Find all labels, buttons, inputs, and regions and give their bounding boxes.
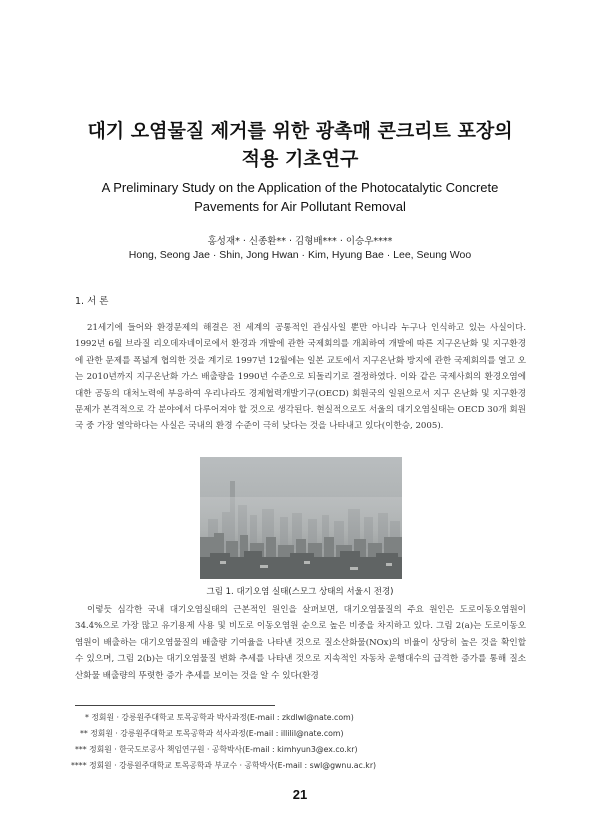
title-korean [0, 117, 600, 173]
footnote-1: * 정회원 · 강릉원주대학교 토목공학과 박사과정(E-mail : zkdlwl@nate.com) [85, 713, 354, 722]
title-korean-line1: 대기 오염물질 제거를 위한 광촉매 콘크리트 포장의 [87, 120, 513, 142]
body-paragraph-1: 21세기에 들어와 환경문제의 해결은 전 세계의 공통적인 관심사일 뿐만 아니라 누구나 인식하고 있는 사실이다. 1992년 6월 브라질 리오데자네이로에서 환경과 개발에 관한 국제회의를 개최하여 개발에 따른 지구온난화 및 지구환경에 관한 문제를 폭넓게 협의한 것을 계기로 1997년 12월에는 일본 교토에서 지구온난화 방지에 관한 국제회의를 열고 오는 2010년까지 지구온난화 가스 배출량을 1990년 수준으로 되돌리기로 결정하였다. 이와 같은 국제사회의 환경오염에 대한 공동의 대처노력에 부응하여 우리나라도 경제협력개발기구(OECD) 회원국의 일원으로서 지구 온난화 및 지구환경 문제가 본격적으로 각 분야에서 다루어져야 할 것으로 생각된다. 현실적으로도 서울의 대기오염실태는 OECD 30개 회원국 중 가장 열악하다는 사실은 국내의 환경 수준이 극히 낮다는 것을 나타내고 있다(이한승, 2005). [75, 323, 526, 432]
figure-caption: 그림 1. 대기오염 실태(스모그 상태의 서울시 전경) [206, 587, 394, 597]
figure-smog-photo [200, 457, 402, 579]
body-paragraph-2: 이렇듯 심각한 국내 대기오염실태의 근본적인 원인을 살펴보면, 대기오염물질의 주요 원인은 도로이동오염원이 34.4%으로 가장 많고 유기용제 사용 및 비도로 이동오염원 순으로 높은 비중을 차지하고 있다. 그림 2(a)는 도로이동오염원이 배출하는 대기오염물질의 배출량 기여율을 나타낸 것으로 질소산화물(NOx)의 비율이 상당히 높은 것을 확인할 수 있으며, 그림 2(b)는 대기오염물질 변화 추세를 나타낸 것으로 지속적인 자동차 운행대수의 급격한 증가를 통해 질소산화물 배출량의 뚜렷한 증가 추세를 보이는 것을 알 수 있다(환경 [75, 605, 526, 681]
authors-english: Hong, Seong Jae · Shin, Jong Hwan · Kim, Hyung Bae · Lee, Seung Woo [128, 249, 472, 261]
footnote-2: ** 정회원 · 강릉원주대학교 토목공학과 석사과정(E-mail : illilil@nate.com) [80, 729, 344, 738]
authors-korean: 홍성재* · 신종환** · 김형배*** · 이승우**** [207, 236, 393, 247]
title-english-line2: Pavements for Air Pollutant Removal [194, 199, 406, 214]
page-number: 21 [292, 787, 308, 802]
section-heading: 1. 서 론 [75, 296, 109, 307]
footnote-divider [75, 705, 275, 706]
title-english [0, 178, 600, 216]
footnote-3: *** 정회원 · 한국도로공사 책임연구원 · 공학박사(E-mail : kimhyun3@ex.co.kr) [75, 745, 358, 754]
title-english-line1: A Preliminary Study on the Application of the Photocatalytic Concrete [101, 180, 499, 195]
footnote-4: **** 정회원 · 강릉원주대학교 토목공학과 부교수 · 공학박사(E-mail : swl@gwnu.ac.kr) [71, 761, 377, 770]
title-korean-line2: 적용 기초연구 [241, 148, 359, 170]
